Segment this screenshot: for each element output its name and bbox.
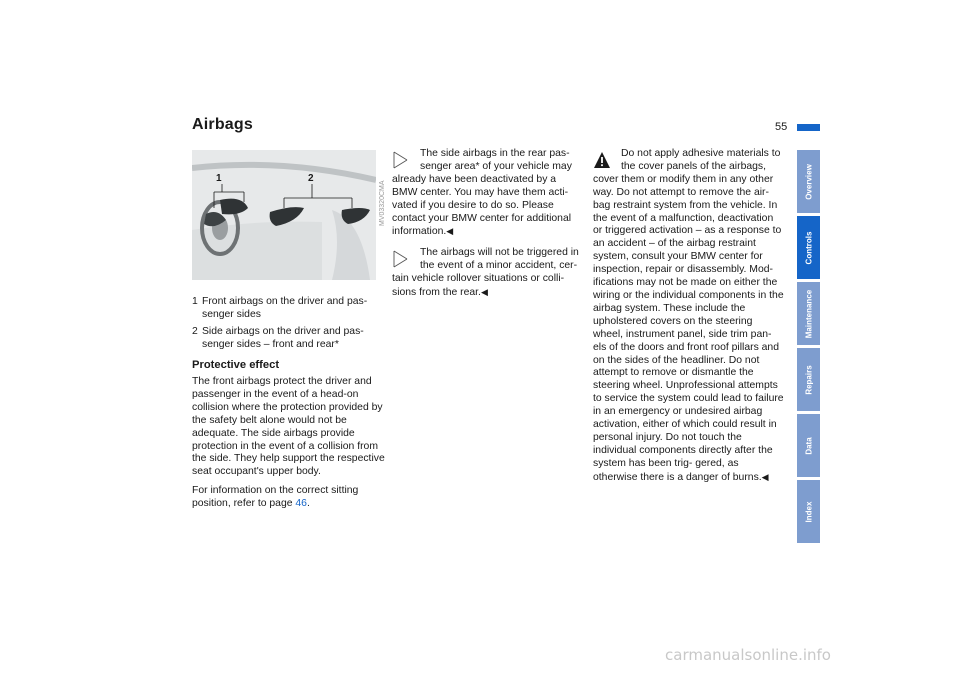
- caption-text: Side airbags on the driver and pas- senger sides – front and rear*: [202, 325, 364, 350]
- page-title: Airbags: [192, 116, 253, 133]
- tab-label: Repairs: [804, 364, 813, 395]
- section-paragraph: The front airbags protect the driver and passenger in the event of a head-on collision where the protection provided by the safety belt alone would not be adequate. The side airbags provide protection in the event of a collision from the side. They help support the respective seat occupant's upper body.: [192, 376, 385, 478]
- tab-repairs[interactable]: [797, 348, 820, 411]
- section-body: [192, 376, 386, 517]
- end-mark-icon: ◀: [446, 226, 454, 237]
- caption-item: [192, 326, 384, 352]
- tab-controls[interactable]: [797, 216, 820, 279]
- watermark: carmanualsonline.info: [665, 646, 831, 664]
- airbag-illustration-drawing: [192, 150, 376, 280]
- tab-label: Controls: [804, 231, 813, 264]
- callout-1: 1: [216, 173, 222, 184]
- page-link[interactable]: 46: [295, 498, 307, 510]
- note-text: already have been deactivated by a BMW center. You may have them acti- vated if you desire to do so. Please contact your BMW center for additional information.: [392, 173, 572, 238]
- note-arrow-icon: [392, 150, 410, 170]
- page-number: 55: [775, 121, 788, 133]
- end-mark-icon: ◀: [480, 287, 488, 298]
- caption-item: [192, 296, 384, 322]
- caption-list: [192, 296, 384, 356]
- tab-data[interactable]: [797, 414, 820, 477]
- section-heading: Protective effect: [192, 359, 280, 371]
- tab-label: Overview: [804, 163, 813, 200]
- notes-column: [392, 148, 582, 308]
- ref-text: For information on the correct sitting position, refer to page: [192, 485, 359, 510]
- tab-index[interactable]: [797, 480, 820, 543]
- note-text-indent: The side airbags in the rear pas- senger area* of your vehicle may: [420, 148, 572, 172]
- tab-label: Index: [804, 501, 813, 522]
- note-text-indent: The airbags will not be triggered in the event of a minor accident, cer-: [420, 247, 579, 272]
- ref-suffix: .: [306, 498, 310, 510]
- tab-overview[interactable]: [797, 150, 820, 213]
- warning-column: [593, 148, 785, 493]
- airbag-illustration: [192, 150, 376, 280]
- warning-text-indent: Do not apply adhesive materials to the cover panels of the airbags,: [621, 148, 781, 172]
- caption-number: 2: [192, 325, 198, 337]
- figure-code: MV03320CMA: [379, 180, 386, 226]
- warning-text: cover them or modify them in any other way. Do not attempt to remove the air- bag restraint system from the vehicle. In the event of a malfunction, deactivation or triggered activation – as a response to an accident – of the airbag restraint system, consult your BMW center for inspection, repair or disassembly. Mod- ifications may not be made on either the wiring or the individual components in the airbag system. These include the upholstered covers on the steering wheel, instrument panel, side trim pan- els of the doors and front roof pillars and on the sides of the headliner. Do not attempt to remove or dismantle the steering wheel. Unprofessional attempts to service the system could lead to failure in an emergency or undesired airbag activation, either of which could result in personal injury. Do not touch the individual components directly after the system has been trig- gered, as otherwise there is a danger of burns.: [593, 173, 784, 483]
- note-trigger: [392, 247, 582, 300]
- note-arrow-icon: [392, 249, 410, 269]
- tab-label: Data: [804, 436, 813, 455]
- note-text: tain vehicle rollover situations or colli- sions from the rear.: [392, 273, 565, 299]
- warning-triangle-icon: [593, 150, 611, 170]
- tab-label: Maintenance: [804, 289, 813, 338]
- caption-number: 1: [192, 296, 198, 307]
- tab-maintenance[interactable]: [797, 282, 820, 345]
- warning-note: [593, 148, 785, 485]
- section-paragraph-ref: [192, 485, 386, 511]
- caption-text: Front airbags on the driver and pas- senger sides: [202, 296, 368, 320]
- page-accent-bar: [797, 124, 820, 131]
- end-mark-icon: ◀: [761, 471, 769, 482]
- callout-2: 2: [308, 173, 314, 184]
- note-rear-airbags: [392, 148, 582, 239]
